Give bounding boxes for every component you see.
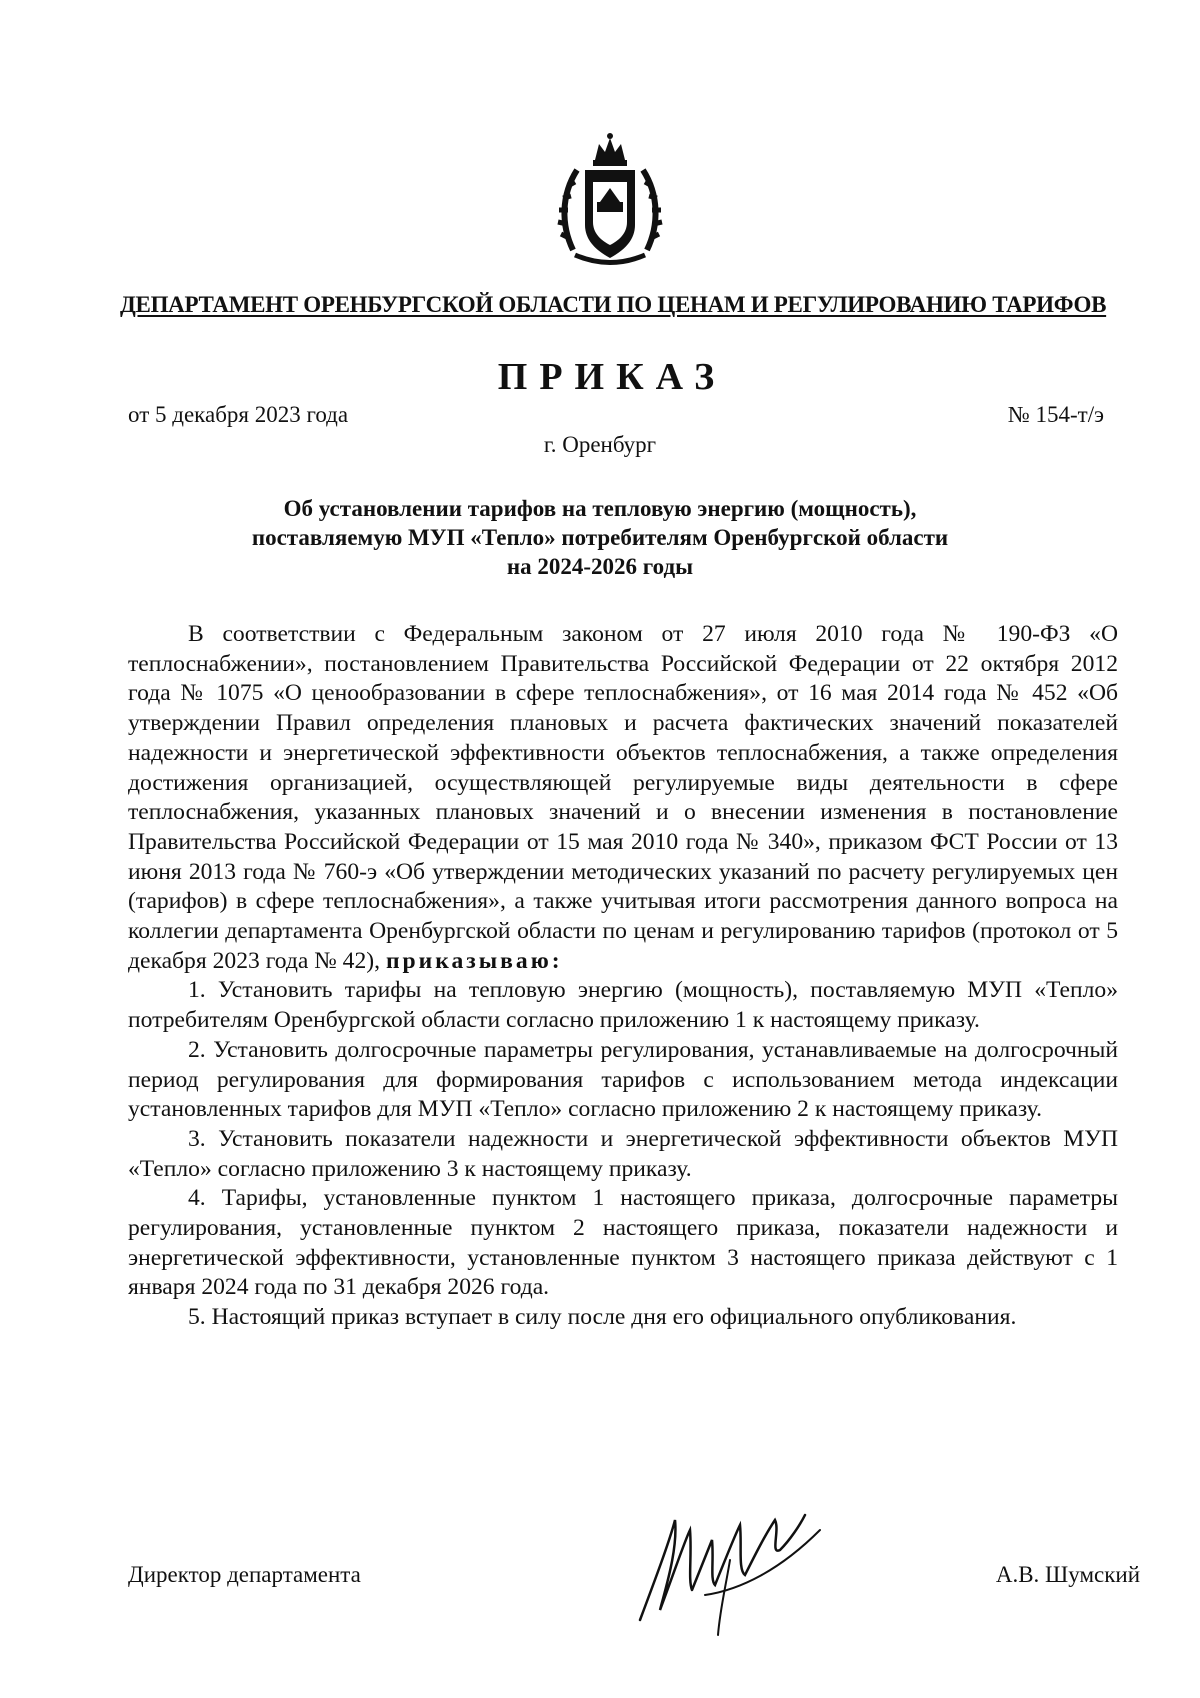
order-city: г. Оренбург — [543, 432, 657, 457]
order-item: 5. Настоящий приказ вступает в силу после дня его официального опубликования. — [188, 1304, 1017, 1331]
subject-line: поставляемую МУП «Тепло» потребителям Оренбургской области — [251, 525, 949, 550]
handwritten-signature-icon — [630, 1500, 830, 1640]
order-number: № 154-т/э — [1007, 402, 1104, 427]
order-title: ПРИКАЗ — [497, 356, 727, 398]
orders-word: приказываю: — [385, 947, 563, 974]
preamble-paragraph — [128, 620, 1118, 976]
department-name: ДЕПАРТАМЕНТ ОРЕНБУРГСКОЙ ОБЛАСТИ ПО ЦЕНАМ И РЕГУЛИРОВАНИЮ ТАРИФОВ — [120, 292, 1107, 317]
signatory-position: Директор департамента — [128, 1562, 361, 1587]
order-subject — [150, 494, 1050, 581]
subject-line: Об установлении тарифов на тепловую энергию (мощность), — [283, 496, 917, 521]
order-body — [128, 620, 1118, 1333]
order-item: 3. Установить показатели надежности и энергетической эффективности объектов МУП «Тепло» согласно приложению 3 к настоящему приказу. — [128, 1125, 1118, 1182]
coat-of-arms-icon — [555, 130, 665, 270]
signatory-name: А.В. Шумский — [995, 1562, 1140, 1587]
order-item: 2. Установить долгосрочные параметры регулирования, устанавливаемые на долгосрочный период регулирования для формирования тарифов с использованием метода индексации установленных тарифов для МУП «Тепло» согласно приложению 2 к настоящему приказу. — [128, 1036, 1118, 1123]
preamble-text: В соответствии с Федеральным законом от 27 июля 2010 года № 190-ФЗ «О теплоснабжении», постановлением Правительства Российской Федерации от 22 октября 2012 года № 1075 «О ценообразовании в сфере теплоснабжения», от 16 мая 2014 года № 452 «Об утверждении Правил определения плановых и расчета фактических значений показателей надежности и энергетической эффективности объектов теплоснабжения, а также определения достижения организацией, осуществляющей регулируемые виды деятельности в сфере теплоснабжения, указанных плановых значений и о внесении изменения в постановление Правительства Российской Федерации от 15 мая 2010 года № 340», приказом ФСТ России от 13 июня 2013 года № 760-э «Об утверждении методических указаний по расчету регулируемых цен (тарифов) в сфере теплоснабжения», а также учитывая итоги рассмотрения данного вопроса на коллегии департамента Оренбургской области по ценам и регулированию тарифов (протокол от 5 декабря 2023 года № 42), — [128, 621, 1118, 974]
order-item: 4. Тарифы, установленные пунктом 1 настоящего приказа, долгосрочные параметры регулирования, установленные пунктом 2 настоящего приказа, показатели надежности и энергетической эффективности, установленные пунктом 3 настоящего приказа действуют с 1 января 2024 года по 31 декабря 2026 года. — [128, 1185, 1118, 1301]
order-date: от 5 декабря 2023 года — [128, 402, 349, 427]
order-item: 1. Установить тарифы на тепловую энергию (мощность), поставляемую МУП «Тепло» потребителям Оренбургской области согласно приложению 1 к настоящему приказу. — [128, 977, 1118, 1034]
subject-line: на 2024-2026 годы — [506, 554, 694, 579]
